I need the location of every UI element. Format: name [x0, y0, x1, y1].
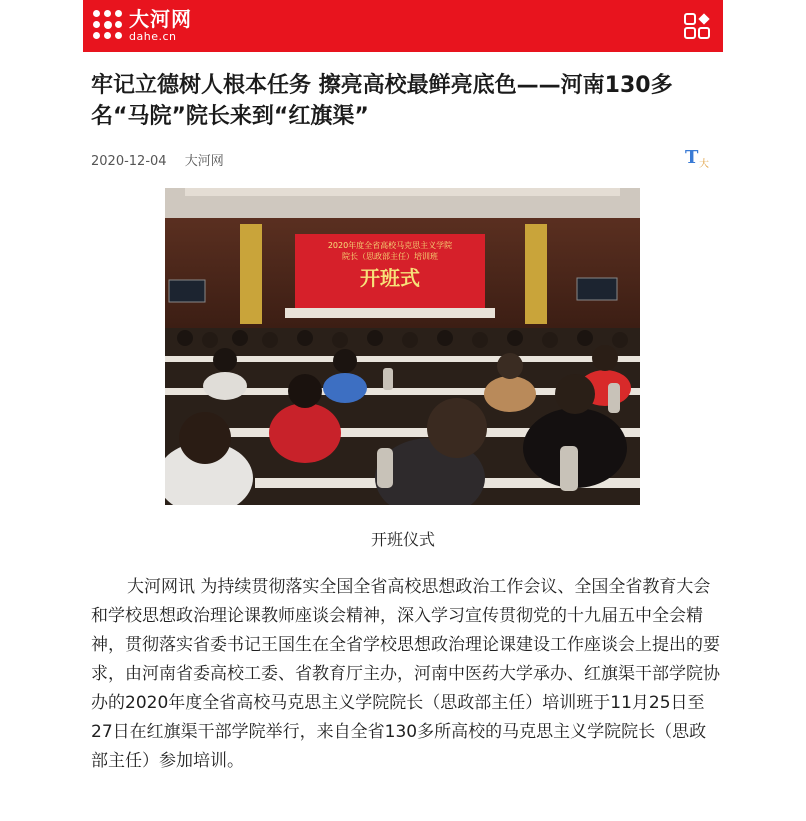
banner-line2: 院长（思政部主任）培训班: [342, 252, 438, 261]
font-size-icon: T: [685, 147, 699, 168]
top-header-bar: [83, 0, 723, 52]
article-source: 大河网: [184, 154, 224, 169]
article-title: 牢记立德树人根本任务 擦亮高校最鲜亮底色——河南130多名“马院”院长来到“红旗渠”: [91, 73, 673, 129]
font-size-label: 大: [699, 159, 709, 170]
logo-text-en: dahe.cn: [129, 29, 177, 43]
article-paragraph: 大河网讯 为持续贯彻落实全国全省高校思想政治工作会议、全国全省教育大会和学校思想政治理论课教师座谈会精神，深入学习宣传贯彻党的十九届五中全会精神，贯彻落实省委书记王国生在全省学校思想政治理论课建设工作座谈会上提出的要求，由河南省委高校工委、省教育厅主办，河南中医药大学承办、红旗渠干部学院协办的2020年度全省高校马克思主义学院院长（思政部主任）培训班于11月25日至27日在红旗渠干部学院举行，来自全省130多所高校的马克思主义学院院长（思政部主任）参加培训。: [91, 577, 720, 771]
grid-menu-icon: [683, 12, 711, 40]
site-logo[interactable]: [93, 8, 192, 42]
logo-dots-icon: [93, 10, 123, 40]
photo-caption: 开班仪式: [370, 530, 435, 549]
article-meta: [91, 150, 224, 169]
logo-text-cn: 大河网: [129, 6, 192, 31]
article-photo: [165, 188, 640, 505]
banner-line1: 2020年度全省高校马克思主义学院: [327, 241, 453, 250]
grid-menu-button[interactable]: [683, 12, 711, 40]
font-size-toggle[interactable]: [685, 149, 711, 171]
banner-main: 开班式: [360, 266, 420, 290]
article-date: 2020-12-04: [91, 154, 167, 169]
